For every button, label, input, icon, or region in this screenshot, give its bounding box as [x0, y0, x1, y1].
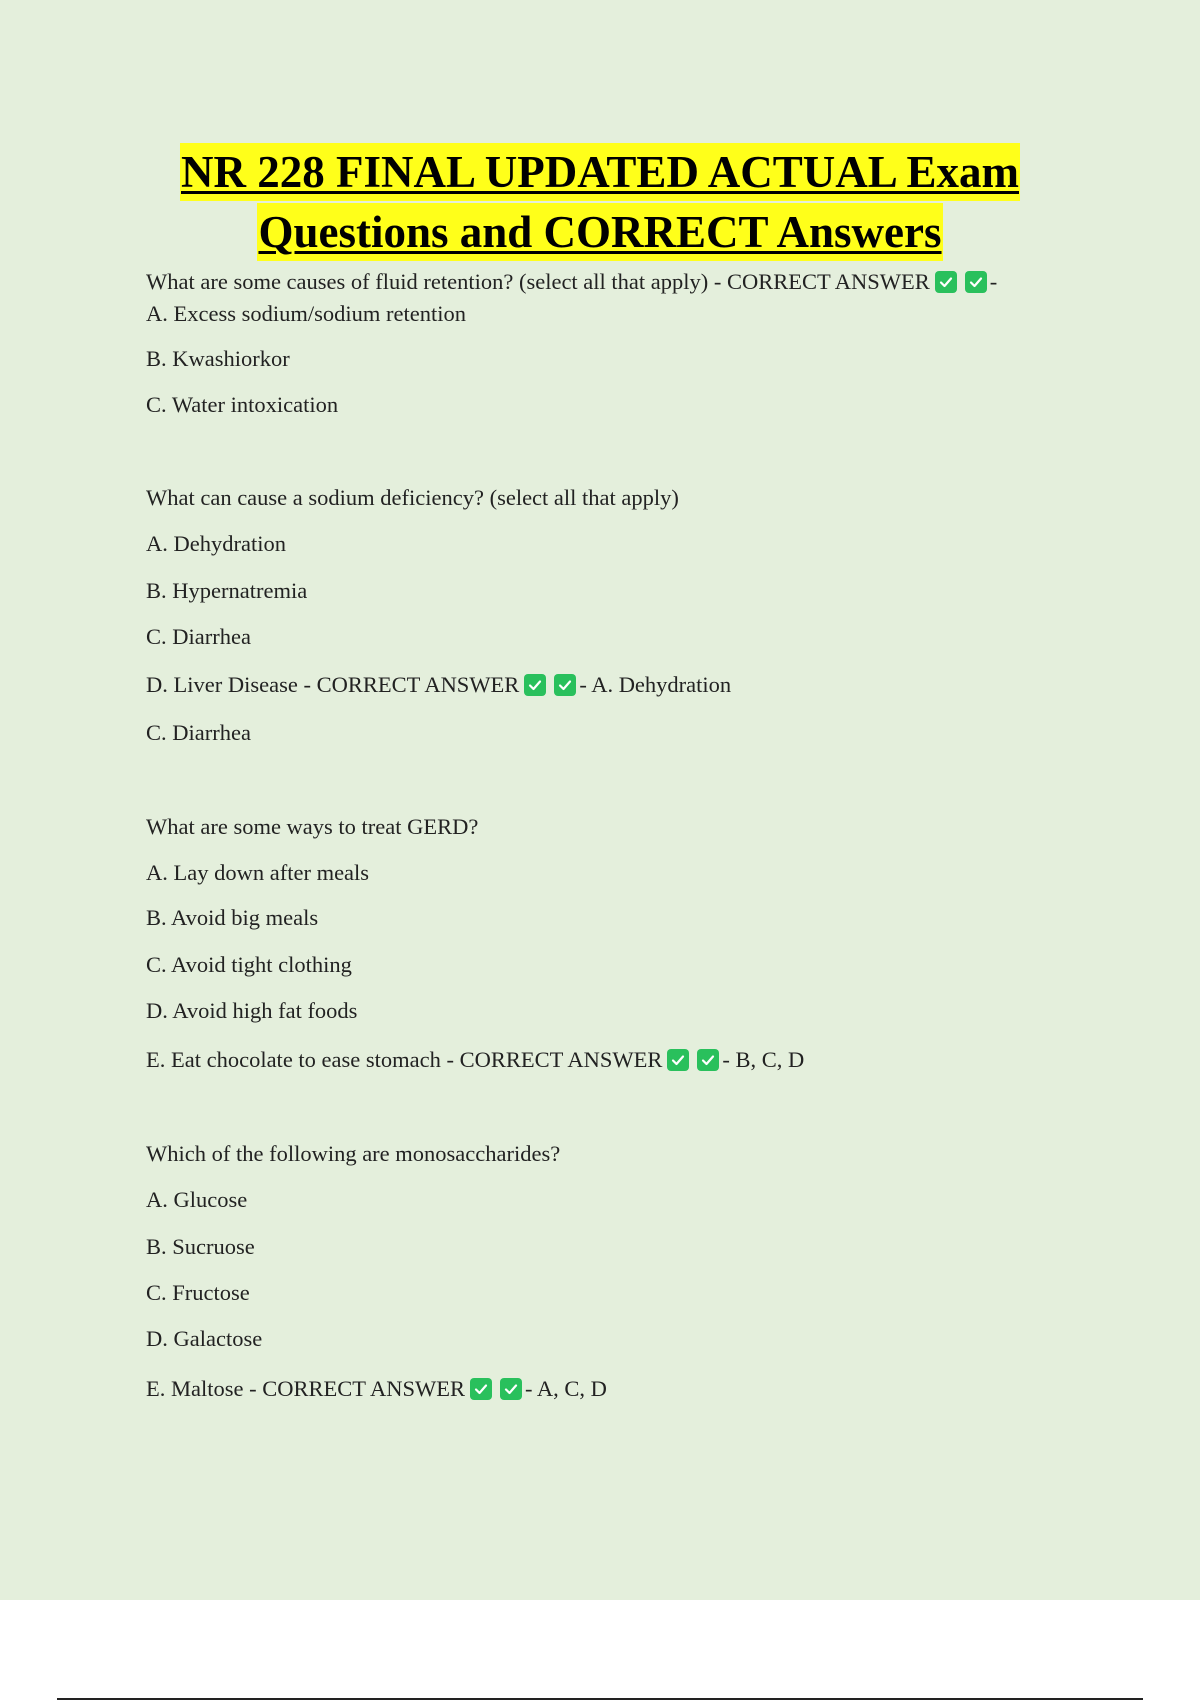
option-text: D. Liver Disease: [146, 672, 298, 697]
answer-text: - A, C, D: [524, 1376, 607, 1401]
option-line: D. Avoid high fat foods: [146, 998, 358, 1023]
title-line-1: NR 228 FINAL UPDATED ACTUAL Exam: [180, 143, 1020, 201]
option-text: E. Maltose: [146, 1376, 244, 1401]
check-mark-icon: [470, 1378, 492, 1400]
option-line: C. Fructose: [146, 1280, 250, 1305]
correct-answer-label: - CORRECT ANSWER: [708, 269, 930, 294]
question-1: [146, 267, 997, 297]
question-4: Which of the following are monosaccharides?: [146, 1141, 561, 1166]
option-line: C. Avoid tight clothing: [146, 952, 352, 977]
option-line: B. Avoid big meals: [146, 905, 319, 930]
document-title: [0, 143, 1200, 261]
correct-answer-label: - CORRECT ANSWER: [243, 1376, 465, 1401]
option-line: A. Dehydration: [146, 531, 286, 556]
option-line-with-answer: [146, 1045, 804, 1075]
answer-line: B. Kwashiorkor: [146, 346, 290, 371]
check-mark-icon: [524, 674, 546, 696]
option-line: B. Sucruose: [146, 1234, 255, 1259]
answer-line: C. Water intoxication: [146, 392, 339, 417]
answer-line: A. Excess sodium/sodium retention: [146, 301, 466, 326]
option-line: A. Lay down after meals: [146, 860, 370, 885]
option-text: E. Eat chocolate to ease stomach: [146, 1047, 441, 1072]
option-line-with-answer: [146, 1374, 607, 1404]
check-mark-icon: [500, 1378, 522, 1400]
question-text: What are some causes of fluid retention? (select all that apply): [146, 269, 709, 294]
title-line-2: Questions and CORRECT Answers: [257, 203, 942, 261]
check-mark-icon: [935, 271, 957, 293]
question-3: What are some ways to treat GERD?: [146, 814, 479, 839]
check-mark-icon: [965, 271, 987, 293]
correct-answer-label: - CORRECT ANSWER: [440, 1047, 663, 1072]
option-line: A. Glucose: [146, 1187, 248, 1212]
answer-dash: -: [989, 269, 998, 294]
answer-text: - A. Dehydration: [579, 672, 732, 697]
question-2: What can cause a sodium deficiency? (select all that apply): [146, 485, 679, 510]
option-line: B. Hypernatremia: [146, 578, 308, 603]
option-line: D. Galactose: [146, 1326, 263, 1351]
correct-answer-label: - CORRECT ANSWER: [297, 672, 520, 697]
answer-line: C. Diarrhea: [146, 720, 251, 745]
check-mark-icon: [667, 1049, 689, 1071]
option-line-with-answer: [146, 670, 731, 700]
check-mark-icon: [554, 674, 576, 696]
option-line: C. Diarrhea: [146, 624, 251, 649]
answer-text: - B, C, D: [722, 1047, 805, 1072]
check-mark-icon: [697, 1049, 719, 1071]
